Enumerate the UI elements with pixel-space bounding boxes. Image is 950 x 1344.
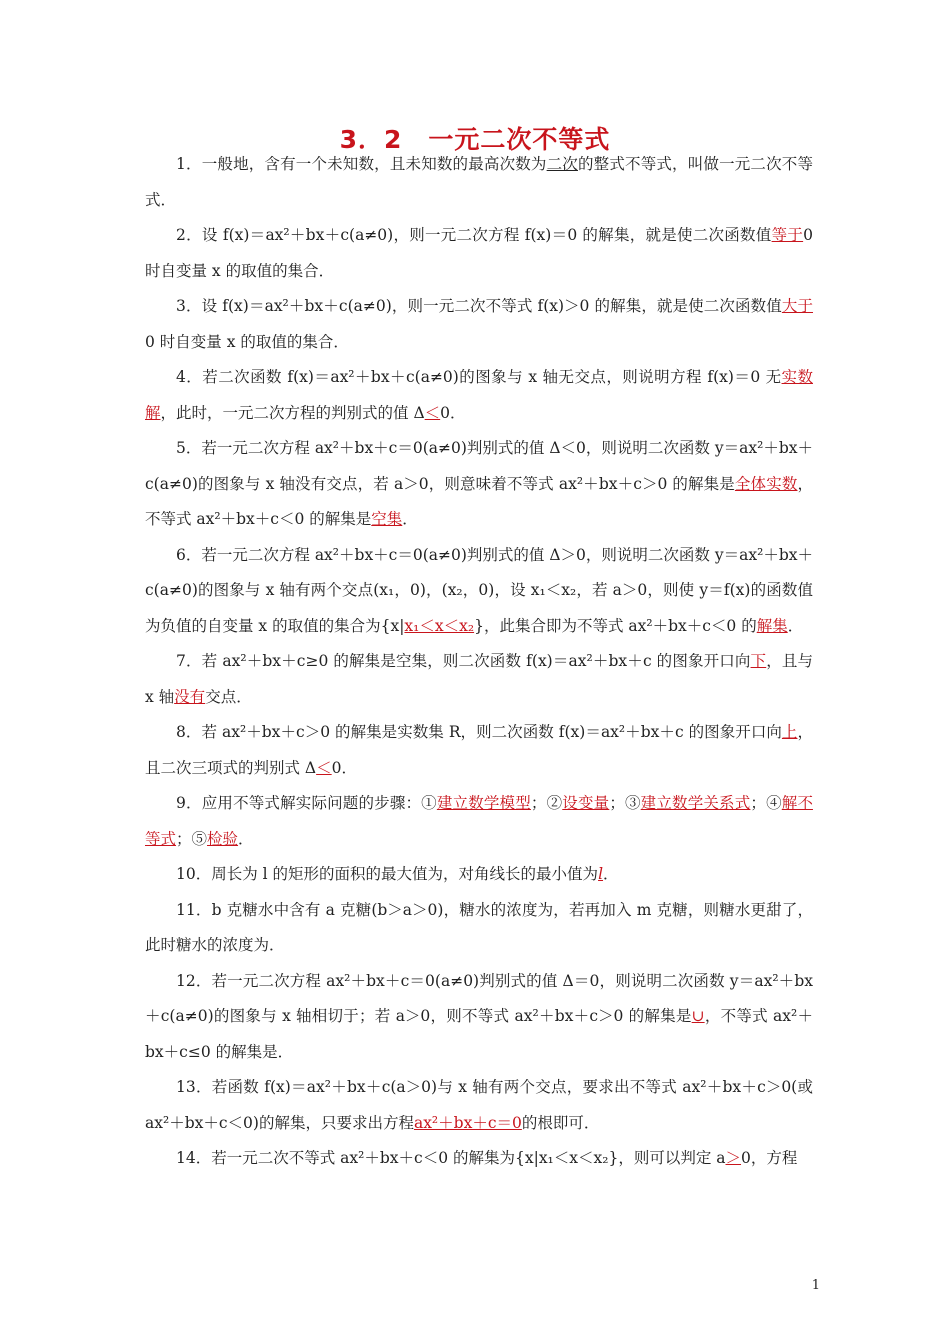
item-text: 若 ax²＋bx＋c＞0 的解集是实数集 R，则二次函数 f(x)＝ax²＋bx＋c 的图象开口向	[201, 723, 782, 741]
answer-blank: ＜	[316, 758, 332, 777]
answer-blank: 空集	[371, 510, 403, 528]
item-text: ，且与 x 轴	[145, 652, 813, 706]
answer-blank: ＜	[424, 403, 441, 422]
item-text: 周长为 l 的矩形的面积的最大值为，对角线长的最小值为	[211, 865, 599, 883]
answer-blank: 建立数学模型	[436, 794, 531, 812]
answer-blank: 实数解	[145, 368, 813, 422]
list-item	[145, 644, 813, 715]
item-text: 0．	[440, 403, 466, 422]
answer-blank: 下	[750, 652, 767, 670]
item-text: 0，方程	[741, 1149, 798, 1167]
item-text: 若一元二次方程 ax²＋bx＋c＝0(a≠0)判别式的值 Δ＝0，则说明二次函数 y＝ax²＋bx＋c(a≠0)的图象与 x 轴相切于；若 a＞0，则不等式 ax²＋bx＋c＞0 的解集是	[145, 971, 813, 1025]
item-text: ；④	[750, 794, 782, 812]
item-text: 若函数 f(x)＝ax²＋bx＋c(a＞0)与 x 轴有两个交点，要求出不等式 ax²＋bx＋c＞0(或 ax²＋bx＋c＜0)的解集，只要求出方程	[145, 1078, 813, 1132]
item-number: 5．	[176, 439, 202, 457]
page-title: 3．2 一元二次不等式	[339, 125, 611, 154]
answer-blank: 二次	[546, 155, 578, 173]
list-item	[145, 1070, 813, 1141]
list-item	[145, 964, 813, 1071]
item-text: 0 时自变量 x 的取值的集合．	[145, 226, 813, 280]
item-text: ，且二次三项式的判别式 Δ	[145, 723, 813, 777]
item-text: ，此时，一元二次方程的判别式的值 Δ	[160, 403, 425, 422]
item-text: 若 ax²＋bx＋c≥0 的解集是空集，则二次函数 f(x)＝ax²＋bx＋c 的图象开口向	[201, 652, 751, 670]
item-text: 的整式不等式，叫做一元二次不等式．	[145, 155, 813, 209]
item-text: 0 时自变量 x 的取值的集合．	[145, 332, 349, 351]
list-item	[145, 431, 813, 538]
item-number: 13．	[176, 1078, 212, 1096]
answer-blank: 设变量	[562, 794, 610, 812]
answer-blank: ∪	[691, 1007, 705, 1025]
document-body	[145, 147, 813, 1177]
list-item	[145, 147, 813, 218]
answer-blank: 没有	[174, 687, 206, 706]
item-number: 6．	[176, 545, 202, 564]
list-item	[145, 360, 813, 431]
item-number: 8．	[176, 723, 202, 741]
list-item	[145, 715, 813, 786]
item-text: ．	[787, 616, 804, 635]
item-text: 若一元二次方程 ax²＋bx＋c＝0(a≠0)判别式的值 Δ＜0，则说明二次函数 y＝ax²＋bx＋c(a≠0)的图象与 x 轴没有交点，若 a＞0，则意味着不等式 ax²＋bx＋c＞0 的解集是	[145, 439, 813, 493]
list-item	[145, 893, 813, 964]
answer-blank: l	[598, 865, 604, 883]
answer-blank: 上	[781, 723, 798, 741]
item-text: ；③	[609, 794, 641, 812]
answer-blank: ＞	[725, 1149, 742, 1167]
item-number: 14．	[176, 1149, 212, 1167]
item-text: 应用不等式解实际问题的步骤：①	[201, 794, 437, 812]
item-text: 0．	[331, 758, 358, 777]
item-number: 9．	[176, 794, 202, 812]
item-text: 若一元二次方程 ax²＋bx＋c＝0(a≠0)判别式的值 Δ＞0，则说明二次函数 y＝ax²＋bx＋c(a≠0)的图象与 x 轴有两个交点(x₁，0)，(x₂，0)，设 x₁＜x₂，若 a＞0，则使 y＝f(x)的函数值为负值的自变量 x 的取值的集合为{x|	[145, 545, 813, 635]
item-text: b 克糖水中含有 a 克糖(b＞a＞0)，糖水的浓度为，若再加入 m 克糖，则糖水更甜了，此时糖水的浓度为．	[145, 900, 813, 954]
answer-blank: 检验	[207, 829, 239, 848]
list-item	[145, 1141, 813, 1177]
item-text: 设 f(x)＝ax²＋bx＋c(a≠0)，则一元二次方程 f(x)＝0 的解集，就是使二次函数值	[201, 226, 772, 244]
list-item	[145, 289, 813, 360]
item-number: 4．	[176, 368, 203, 386]
answer-blank: 等于	[771, 226, 804, 244]
list-item	[145, 786, 813, 857]
item-number: 11．	[176, 900, 212, 919]
item-number: 12．	[176, 971, 212, 990]
item-number: 1．	[176, 155, 202, 173]
answer-blank: 建立数学关系式	[640, 794, 751, 812]
answer-blank: 大于	[781, 297, 813, 315]
item-text: 一般地，含有一个未知数，且未知数的最高次数为	[201, 155, 547, 173]
list-item	[145, 857, 813, 893]
item-text: ；⑤	[176, 829, 208, 848]
answer-blank: 解集	[756, 616, 788, 635]
item-text: }，此集合即为不等式 ax²＋bx＋c＜0 的	[474, 616, 757, 635]
item-text: ．	[402, 510, 418, 528]
item-text: 若一元二次不等式 ax²＋bx＋c＜0 的解集为{x|x₁＜x＜x₂}，则可以判定 a	[211, 1149, 726, 1167]
item-number: 10．	[176, 865, 212, 883]
item-text: ．	[603, 865, 619, 883]
answer-blank: 解不等式	[145, 794, 813, 848]
item-text: ，不等式 ax²＋bx＋c≤0 的解集是．	[145, 1007, 814, 1061]
item-text: ；②	[530, 794, 563, 812]
page-number: 1	[811, 1278, 820, 1293]
item-text: 交点．	[205, 687, 252, 706]
answer-blank: ax²＋bx＋c＝0	[413, 1113, 522, 1132]
item-text: 的根即可．	[521, 1113, 600, 1132]
item-text: ，不等式 ax²＋bx＋c＜0 的解集是	[145, 474, 813, 528]
item-text: 若二次函数 f(x)＝ax²＋bx＋c(a≠0)的图象与 x 轴无交点，则说明方程 f(x)＝0 无	[202, 368, 782, 386]
item-number: 2．	[176, 226, 202, 244]
answer-blank: x₁＜x＜x₂	[404, 616, 475, 635]
item-text: 设 f(x)＝ax²＋bx＋c(a≠0)，则一元二次不等式 f(x)＞0 的解集，就是使二次函数值	[201, 297, 782, 315]
item-number: 7．	[176, 652, 202, 670]
answer-blank: 全体实数	[734, 474, 798, 493]
list-item	[145, 218, 813, 289]
item-number: 3．	[176, 297, 202, 315]
item-text: ．	[238, 829, 254, 848]
list-item	[145, 538, 813, 645]
